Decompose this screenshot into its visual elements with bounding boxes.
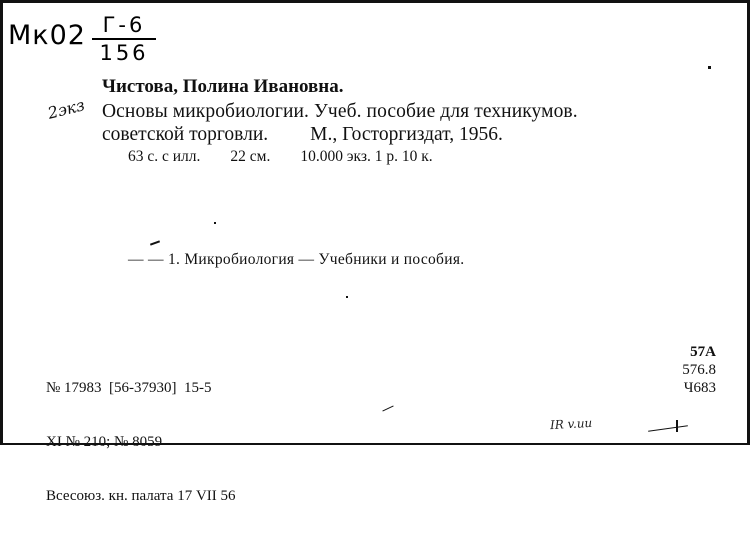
ink-dot: [708, 66, 711, 69]
footer-series-number: XI № 210; № 8059: [46, 434, 163, 450]
ink-stroke: [648, 425, 688, 432]
ink-dot: [214, 222, 216, 224]
shelf-mark-fraction: [92, 14, 156, 64]
entry-physical-description: [128, 148, 433, 166]
subject-tracing: — — 1. Микробиология — Учебники и пособия.: [128, 251, 465, 268]
entry-title-continuation: советской торговли.: [102, 124, 269, 145]
footer-registration-number: № 17983 [56-37930] 15-5: [46, 380, 212, 396]
ink-stroke: [382, 406, 393, 412]
entry-pages: 63 с. с илл.: [128, 148, 201, 165]
footer-code-1: 57А: [690, 344, 716, 360]
entry-author: Чистова, Полина Ивановна.: [102, 76, 344, 97]
card-footer-right: [682, 343, 716, 397]
ink-dot: [346, 296, 348, 298]
ink-stroke: [150, 240, 160, 245]
shelf-mark-numerator: Г-6: [102, 13, 146, 37]
footer-code-2: 576.8: [682, 362, 716, 378]
entry-title-line2: [102, 124, 503, 146]
shelf-mark-denominator: 156: [99, 41, 149, 65]
shelf-mark-fraction-bar: [92, 38, 156, 40]
ink-stroke: [676, 420, 678, 432]
entry-print-run-price: 10.000 экз. 1 р. 10 к.: [300, 148, 433, 165]
entry-imprint: М., Госторгиздат, 1956.: [310, 124, 503, 145]
handwritten-copies-note: 2экз: [45, 95, 87, 123]
bottom-scribble: IR v.uu: [549, 415, 593, 433]
footer-chamber-date: Всесоюз. кн. палата 17 VII 56: [46, 488, 236, 504]
card-border-left: [0, 0, 3, 445]
footer-code-3: Ч683: [683, 380, 716, 396]
card-footer-left: [46, 343, 236, 541]
entry-size: 22 см.: [230, 148, 271, 165]
card-border-top: [0, 0, 750, 3]
shelf-mark-prefix: Мк02: [8, 20, 86, 51]
entry-title-line1: Основы микробиологии. Учеб. пособие для техникумов.: [102, 101, 578, 122]
